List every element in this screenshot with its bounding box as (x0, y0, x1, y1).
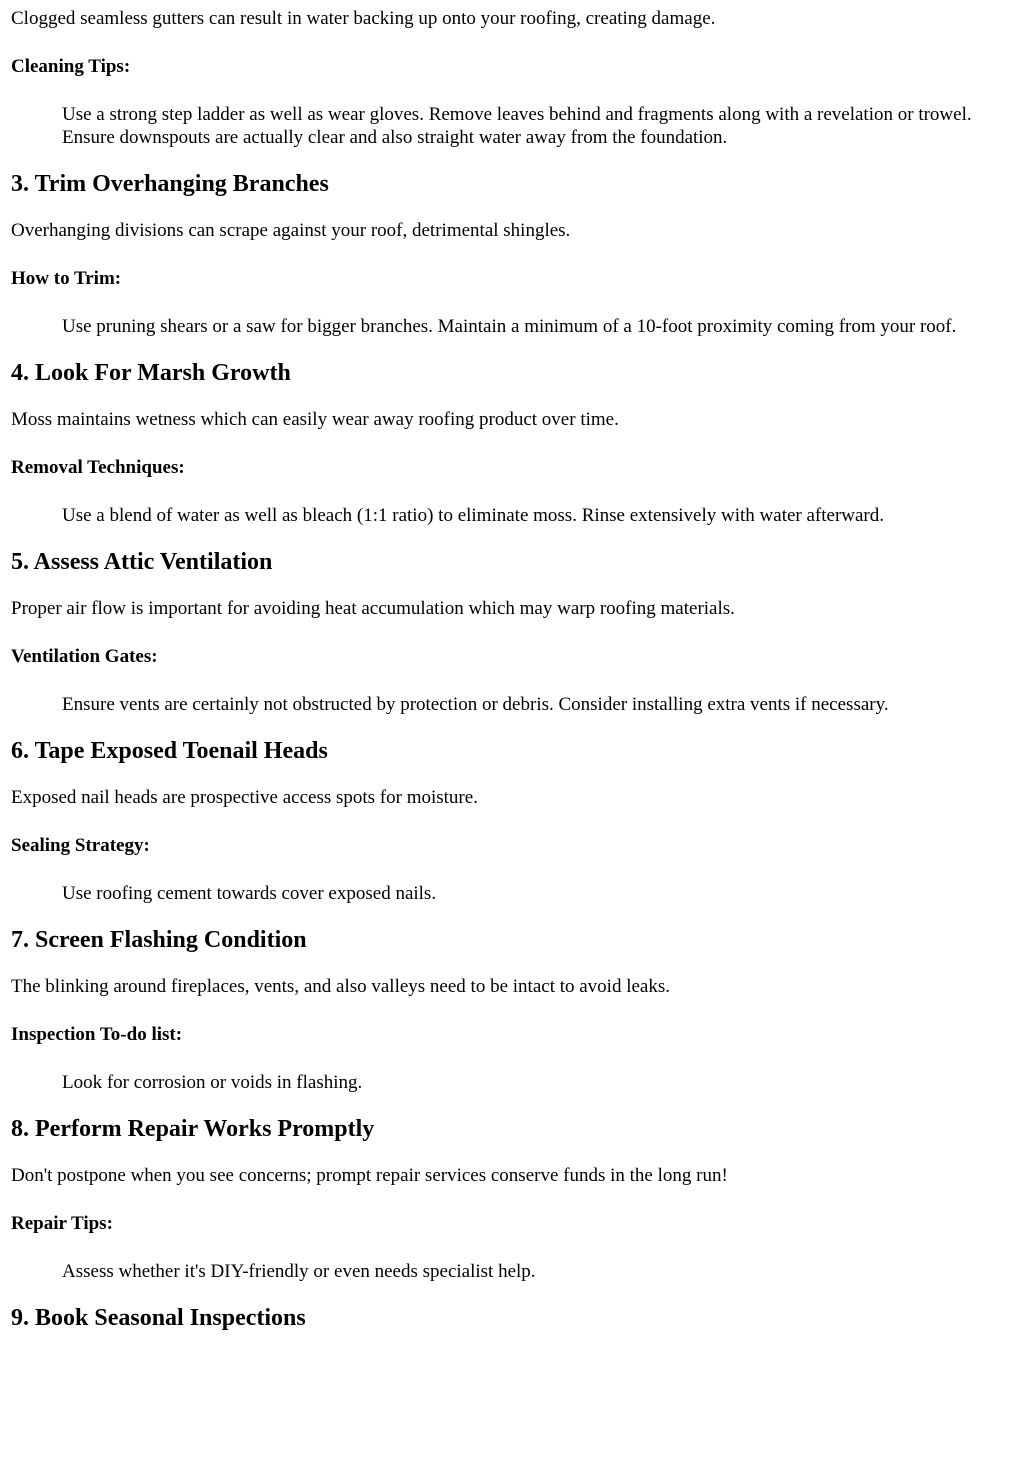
section-intro-moss-growth: Moss maintains wetness which can easily wear away roofing product over time. (11, 409, 619, 430)
section-heading-moss-growth: 4. Look For Marsh Growth (11, 360, 291, 386)
gutters-intro: Clogged seamless gutters can result in water backing up onto your roofing, creating damage. (11, 8, 716, 29)
section-heading-trim-branches: 3. Trim Overhanging Branches (11, 171, 329, 197)
section-heading-repairs: 8. Perform Repair Works Promptly (11, 1116, 375, 1142)
section-tip-repairs: Assess whether it's DIY-friendly or even needs specialist help. (62, 1261, 536, 1282)
section-subheading-nail-heads: Sealing Strategy: (11, 835, 150, 856)
section-subheading-flashing: Inspection To-do list: (11, 1024, 183, 1045)
section-heading-attic-ventilation: 5. Assess Attic Ventilation (11, 549, 273, 575)
article-content (0, 7, 1024, 1332)
section-subheading-moss-growth: Removal Techniques: (11, 457, 185, 478)
section-intro-nail-heads: Exposed nail heads are prospective access spots for moisture. (11, 787, 478, 808)
section-intro-trim-branches: Overhanging divisions can scrape against your roof, detrimental shingles. (11, 220, 571, 241)
section-tip-moss-growth: Use a blend of water as well as bleach (1:1 ratio) to eliminate moss. Rinse extensively with water afterward. (62, 505, 885, 526)
section-subheading-attic-ventilation: Ventilation Gates: (11, 646, 158, 667)
section-tip-trim-branches: Use pruning shears or a saw for bigger branches. Maintain a minimum of a 10-foot proximity coming from your roof. (62, 316, 957, 337)
section-heading-seasonal-inspections: 9. Book Seasonal Inspections (11, 1305, 306, 1331)
section-subheading-repairs: Repair Tips: (11, 1213, 113, 1234)
section-tip-flashing: Look for corrosion or voids in flashing. (62, 1072, 363, 1093)
section-tip-attic-ventilation: Ensure vents are certainly not obstructed by protection or debris. Consider installing extra vents if necessary. (62, 694, 889, 715)
section-intro-repairs: Don't postpone when you see concerns; prompt repair services conserve funds in the long run! (11, 1165, 728, 1186)
cleaning-tips-subheading: Cleaning Tips: (11, 56, 131, 77)
section-subheading-trim-branches: How to Trim: (11, 268, 122, 289)
section-intro-flashing: The blinking around fireplaces, vents, and also valleys need to be intact to avoid leaks. (11, 976, 670, 997)
section-heading-flashing: 7. Screen Flashing Condition (11, 927, 307, 953)
section-heading-nail-heads: 6. Tape Exposed Toenail Heads (11, 738, 328, 764)
section-tip-nail-heads: Use roofing cement towards cover exposed nails. (62, 883, 437, 904)
section-intro-attic-ventilation: Proper air flow is important for avoiding heat accumulation which may warp roofing materials. (11, 598, 735, 619)
cleaning-tips-text: Use a strong step ladder as well as wear gloves. Remove leaves behind and fragments along with a revelation or trowel. Ensure downspouts are actually clear and also straight water away from the foundation. (62, 104, 972, 148)
